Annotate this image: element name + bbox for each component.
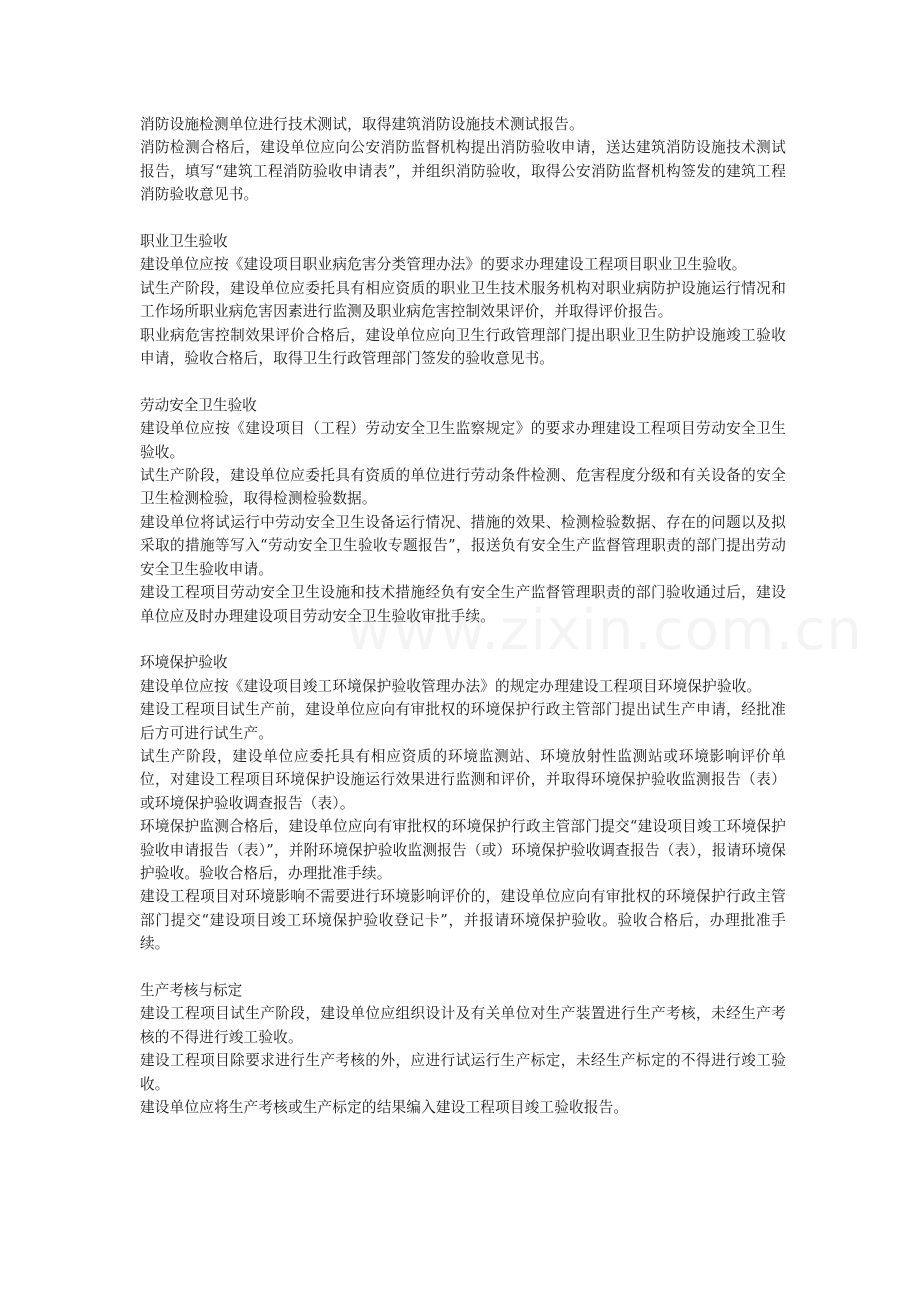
section-gap	[140, 370, 786, 393]
section-paragraph: 试生产阶段，建设单位应委托具有资质的单位进行劳动条件检测、危害程度分级和有关设备的安全卫生检测检验，取得检测检验数据。	[140, 467, 786, 508]
intro-paragraph-1: 消防设施检测单位进行技术测试，取得建筑消防设施技术测试报告。	[140, 116, 584, 133]
section-environmental-protection	[140, 651, 786, 955]
section-title: 职业卫生验收	[140, 233, 228, 251]
section-paragraph: 建设单位应将生产考核或生产标定的结果编入建设工程项目竣工验收报告。	[140, 1099, 629, 1116]
section-paragraph: 建设工程项目除要求进行生产考核的外，应进行试运行生产标定，未经生产标定的不得进行竣工验收。	[140, 1052, 786, 1093]
section-paragraph: 建设单位应按《建设项目（工程）劳动安全卫生监察规定》的要求办理建设工程项目劳动安全卫生验收。	[140, 420, 786, 461]
section-production-assessment	[140, 979, 786, 1119]
section-paragraph: 建设单位将试运行中劳动安全卫生设备运行情况、措施的效果、检测检验数据、存在的问题以及拟采取的措施等写入“劳动安全卫生验收专题报告”，报送负有安全生产监督管理职责的部门提出劳动安全卫生验收申请。	[140, 513, 786, 578]
section-title: 环境保护验收	[140, 654, 228, 672]
section-gap	[140, 207, 786, 230]
document-body	[140, 113, 786, 1119]
section-paragraph: 建设工程项目试生产阶段，建设单位应组织设计及有关单位对生产装置进行生产考核，未经生产考核的不得进行竣工验收。	[140, 1005, 786, 1046]
section-gap	[140, 956, 786, 979]
section-paragraph: 建设工程项目对环境影响不需要进行环境影响评价的，建设单位应向有审批权的环境保护行政主管部门提交“建设项目竣工环境保护验收登记卡”，并报请环境保护验收。验收合格后，办理批准手续。	[140, 888, 786, 953]
section-gap	[140, 628, 786, 651]
section-paragraph: 职业病危害控制效果评价合格后，建设单位应向卫生行政管理部门提出职业卫生防护设施竣工验收申请，验收合格后，取得卫生行政管理部门签发的验收意见书。	[140, 326, 786, 368]
section-labor-safety	[140, 394, 786, 628]
section-paragraph: 试生产阶段，建设单位应委托具有相应资质的职业卫生技术服务机构对职业病防护设施运行情况和工作场所职业病危害因素进行监测及职业病危害控制效果评价，并取得评价报告。	[140, 279, 786, 321]
section-paragraph: 建设单位应按《建设项目竣工环境保护验收管理办法》的规定办理建设工程项目环境保护验收。	[140, 677, 762, 695]
section-paragraph: 建设单位应按《建设项目职业病危害分类管理办法》的要求办理建设工程项目职业卫生验收。	[140, 256, 747, 274]
section-occupational-health	[140, 230, 786, 370]
section-title: 劳动安全卫生验收	[140, 396, 257, 414]
intro-paragraph-2: 消防检测合格后，建设单位应向公安消防监督机构提出消防验收申请，送达建筑消防设施技术测试报告，填写“建筑工程消防验收申请表”，并组织消防验收，取得公安消防监督机构签发的建筑工程消防验收意见书。	[140, 139, 786, 204]
section-paragraph: 建设工程项目劳动安全卫生设施和技术措施经负有安全生产监督管理职责的部门验收通过后，建设单位应及时办理建设项目劳动安全卫生验收审批手续。	[140, 584, 786, 625]
section-paragraph: 试生产阶段，建设单位应委托具有相应资质的环境监测站、环境放射性监测站或环境影响评价单位，对建设工程项目环境保护设施运行效果进行监测和评价，并取得环境保护验收监测报告（表）或环境保护验收调查报告（表）。	[140, 747, 786, 812]
section-paragraph: 环境保护监测合格后，建设单位应向有审批权的环境保护行政主管部门提交“建设项目竣工环境保护验收申请报告（表）”，并附环境保护验收监测报告（或）环境保护验收调查报告（表），报请环境保护验收。验收合格后，办理批准手续。	[140, 818, 786, 882]
section-paragraph: 建设工程项目试生产前，建设单位应向有审批权的环境保护行政主管部门提出试生产申请，经批准后方可进行试生产。	[140, 701, 786, 742]
section-title: 生产考核与标定	[140, 981, 243, 999]
